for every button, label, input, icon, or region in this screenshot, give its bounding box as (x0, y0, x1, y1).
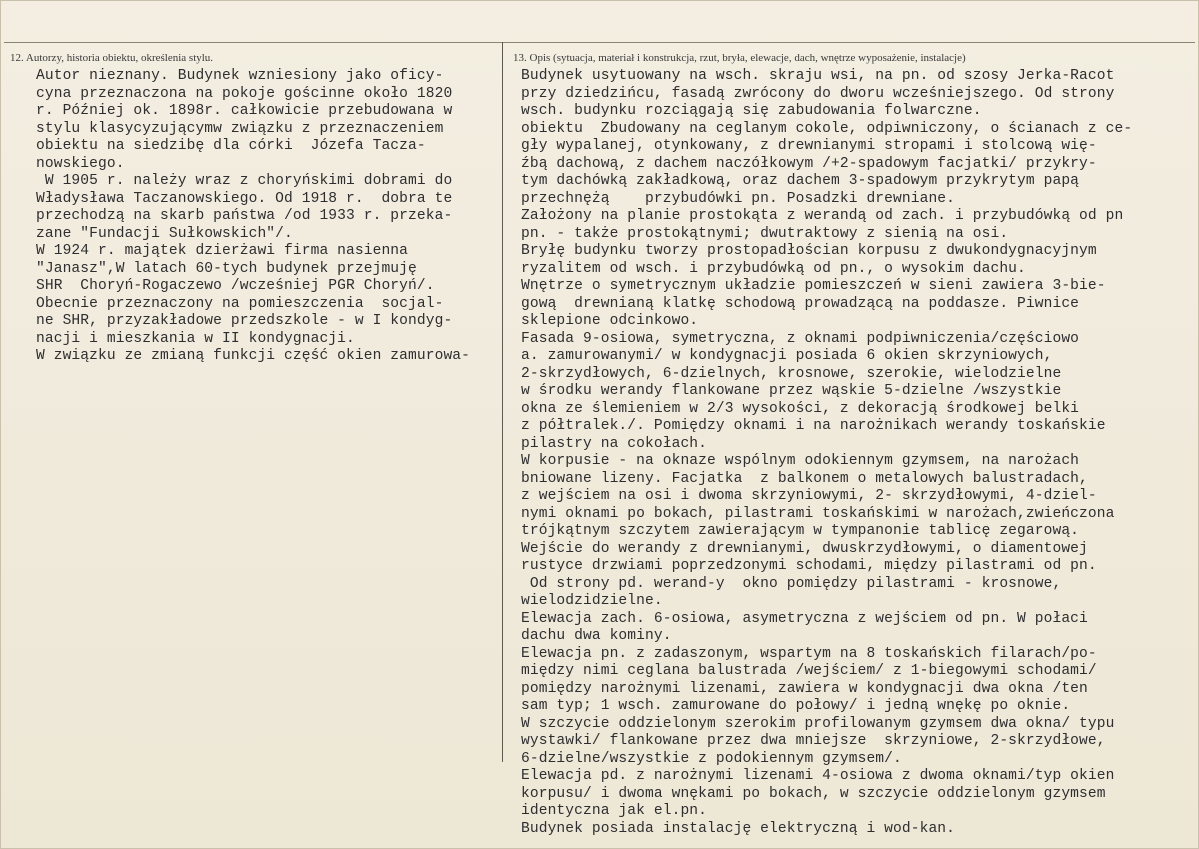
text-line: W 1924 r. majątek dzierżawi firma nasienna (36, 243, 409, 259)
section-13-header: 13. Opis (sytuacja, materiał i konstrukcja, rzut, bryła, elewacje, dach, wnętrze wyposażenie, instalacje) (513, 52, 966, 64)
section-13-text (521, 68, 1196, 838)
top-rule (4, 42, 1195, 43)
text-line: Władysława Taczanowskiego. Od 1918 r. dobra te (36, 190, 453, 207)
text-line: Budynek posiada instalację elektryczną i wod-kan. (521, 820, 956, 837)
text-line: nymi oknami po bokach, pilastrami toskańskimi w narożach,zwieńczona (521, 505, 1115, 522)
text-line: źbą dachową, z dachem naczółkowym /+2-spadowym facjatki/ przykry- (521, 155, 1097, 172)
text-line: pn. - także prostokątnymi; dwutraktowy z sienią na osi. (521, 225, 1009, 242)
text-line: wsch. budynku rozciągają się zabudowania folwarczne. (521, 103, 982, 119)
text-line: Bryłę budynku tworzy prostopadłościan korpusu z dwukondygnacyjnym (521, 243, 1097, 259)
text-line: "Janasz",W latach 60-tych budynek przejmuję (36, 260, 417, 277)
text-line: cyna przeznaczona na pokoje gościnne około 1820 (36, 85, 453, 102)
text-line: a. zamurowanymi/ w kondygnacji posiada 6 okien skrzyniowych, (521, 348, 1053, 364)
text-line: ryzalitem od wsch. i przybudówką od pn., o wysokim dachu. (521, 260, 1026, 277)
text-line: Wejście do werandy z drewnianymi, dwuskrzydłowymi, o diamentowej (521, 540, 1088, 557)
text-line: trójkątnym szczytem zawierającym w tympanonie tablicę zegarową. (521, 523, 1080, 539)
text-line: 6-dzielne/wszystkie z podokiennym gzymsem/. (521, 750, 902, 767)
text-line: gły wypalanej, otynkowany, z drewnianymi stropami i stolcową wię- (521, 138, 1097, 154)
text-line: korpusu/ i dwoma wnękami po bokach, w szczycie oddzielonym gzymsem (521, 785, 1106, 802)
text-line: stylu klasycyzującymw związku z przeznaczeniem (36, 120, 444, 137)
text-line: Fasada 9-osiowa, symetryczna, z oknami podpiwniczenia/częściowo (521, 330, 1080, 347)
text-line: tym dachówką zakładkową, oraz dachem 3-spadowym przykrytym papą (521, 173, 1080, 189)
text-line: 2-skrzydłowych, 6-dzielnych, krosnowe, szerokie, wielodzielne (521, 365, 1062, 382)
text-line: wielodzidzielne. (521, 593, 663, 609)
text-line: przy dziedzińcu, fasadą zwrócony do dworu wcześniejszego. Od strony (521, 85, 1115, 102)
text-line: wystawki/ flankowane przez dwa mniejsze skrzyniowe, 2-skrzydłowe, (521, 733, 1106, 749)
text-line: Budynek usytuowany na wsch. skraju wsi, na pn. od szosy Jerka-Racot (521, 68, 1115, 84)
text-line: identyczna jak el.pn. (521, 803, 708, 819)
text-line: pilastry na cokołach. (521, 435, 708, 452)
text-line: r. Później ok. 1898r. całkowicie przebudowana w (36, 103, 453, 119)
text-line: sam typ; 1 wsch. zamurowane do połowy/ i jedną wnękę po oknie. (521, 698, 1071, 714)
text-line: przechnężą przybudówki pn. Posadzki drewniane. (521, 190, 956, 207)
text-line: obiektu Zbudowany na ceglanym cokole, odpiwniczony, o ścianach z ce- (521, 120, 1133, 137)
text-line: nowskiego. (36, 155, 125, 172)
text-line: obiektu na siedzibę dla córki Józefa Tacza- (36, 138, 426, 154)
text-line: Elewacja zach. 6-osiowa, asymetryczna z wejściem od pn. W połaci (521, 610, 1088, 627)
text-line: W związku ze zmianą funkcji część okien zamurowa- (36, 348, 471, 364)
text-line: bniowane lizeny. Facjatka z balkonem o metalowych balustradach, (521, 470, 1088, 487)
text-line: okna ze ślemieniem w 2/3 wysokości, z dekoracją środkowej belki (521, 400, 1080, 417)
text-line: sklepione odcinkowo. (521, 313, 699, 329)
text-line: rustyce drzwiami poprzedzonymi schodami, między pilastrami od pn. (521, 558, 1097, 574)
text-line: między nimi ceglana balustrada /wejściem/ z 1-biegowymi schodami/ (521, 663, 1097, 679)
text-line: Założony na planie prostokąta z werandą od zach. i przybudówką od pn (521, 208, 1124, 224)
text-line: Obecnie przeznaczony na pomieszczenia socjal- (36, 295, 444, 312)
text-line: zane "Fundacji Sułkowskich"/. (36, 225, 293, 242)
text-line: z wejściem na osi i dwoma skrzyniowymi, 2- skrzydłowymi, 4-dziel- (521, 488, 1097, 504)
text-line: gową drewnianą klatkę schodową prowadzącą na poddasze. Piwnice (521, 295, 1080, 312)
text-line: dachu dwa kominy. (521, 628, 672, 644)
text-line: Wnętrze o symetrycznym układzie pomieszczeń w sieni zawiera 3-bie- (521, 278, 1106, 294)
text-line: nacji i mieszkania w II kondygnacji. (36, 330, 355, 347)
text-line: SHR Choryń-Rogaczewo /wcześniej PGR Choryń/. (36, 278, 435, 294)
section-12-header: 12. Autorzy, historia obiektu, określenia stylu. (10, 52, 214, 64)
text-line: przechodzą na skarb państwa /od 1933 r. przeka- (36, 208, 453, 224)
text-line: pomiędzy narożnymi lizenami, zawiera w kondygnacji dwa okna /ten (521, 680, 1088, 697)
text-line: W 1905 r. należy wraz z choryńskimi dobrami do (36, 173, 453, 189)
text-line: ne SHR, przyzakładowe przedszkole - w I kondyg- (36, 313, 453, 329)
text-line: Od strony pd. werand-y okno pomiędzy pilastrami - krosnowe, (521, 575, 1062, 592)
text-line: z półtralek./. Pomiędzy oknami i na narożnikach werandy toskańskie (521, 418, 1106, 434)
section-12-text (36, 68, 506, 366)
text-line: Elewacja pn. z zadaszonym, wspartym na 8 toskańskich filarach/po- (521, 645, 1097, 662)
text-line: Autor nieznany. Budynek wzniesiony jako oficy- (36, 68, 444, 84)
text-line: Elewacja pd. z narożnymi lizenami 4-osiowa z dwoma oknami/typ okien (521, 768, 1115, 784)
text-line: W szczycie oddzielonym szerokim profilowanym gzymsem dwa okna/ typu (521, 715, 1115, 732)
text-line: w środku werandy flankowane przez wąskie 5-dzielne /wszystkie (521, 383, 1062, 399)
text-line: W korpusie - na oknaze wspólnym odokiennym gzymsem, na narożach (521, 453, 1080, 469)
